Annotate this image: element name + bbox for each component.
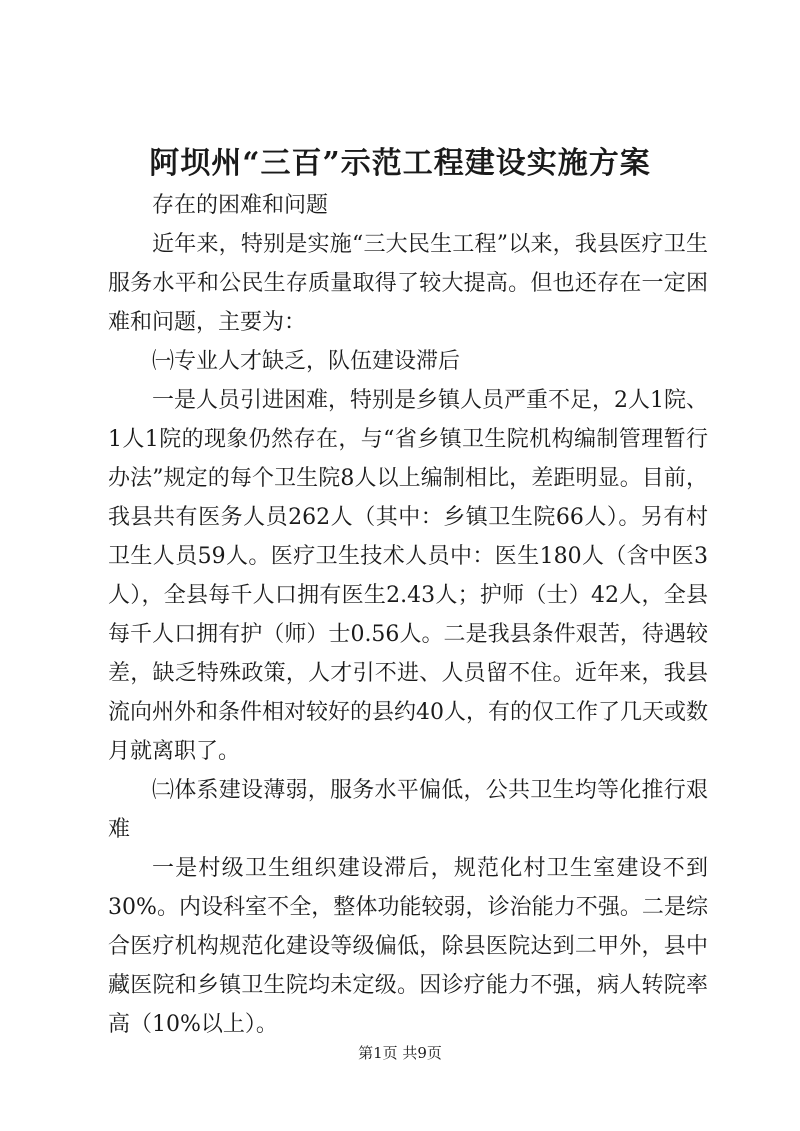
document-body [108, 186, 708, 1044]
section-heading: 存在的困难和问题 [152, 193, 329, 218]
subsection-heading: ㈡体系建设薄弱，服务水平偏低，公共卫生均等化推行艰难 [108, 778, 708, 842]
document-title: 阿坝州“三百”示范工程建设实施方案 [149, 146, 651, 181]
paragraph: 近年来，特别是实施“三大民生工程”以来，我县医疗卫生服务水平和公民生存质量取得了较大提高。但也还存在一定困难和问题，主要为： [108, 232, 708, 335]
paragraph: 一是人员引进困难，特别是乡镇人员严重不足，2人1院、1人1院的现象仍然存在，与“省乡镇卫生院机构编制管理暂行办法”规定的每个卫生院8人以上编制相比，差距明显。目前，我县共有医务人员262人（其中：乡镇卫生院66人）。另有村卫生人员59人。医疗卫生技术人员中：医生180人（含中医3人），全县每千人口拥有医生2.43人；护师（士）42人，全县每千人口拥有护（师）士0.56人。二是我县条件艰苦，待遇较差，缺乏特殊政策，人才引不进、人员留不住。近年来，我县流向州外和条件相对较好的县约40人，有的仅工作了几天或数月就离职了。 [108, 388, 708, 764]
paragraph: 一是村级卫生组织建设滞后，规范化村卫生室建设不到30%。内设科室不全，整体功能较弱，诊治能力不强。二是综合医疗机构规范化建设等级偏低，除县医院达到二甲外，县中藏医院和乡镇卫生院均未定级。因诊疗能力不强，病人转院率高（10%以上）。 [108, 856, 708, 1037]
subsection-heading: ㈠专业人才缺乏，队伍建设滞后 [152, 349, 461, 374]
page-footer: 第1页 共9页 [358, 1044, 442, 1062]
